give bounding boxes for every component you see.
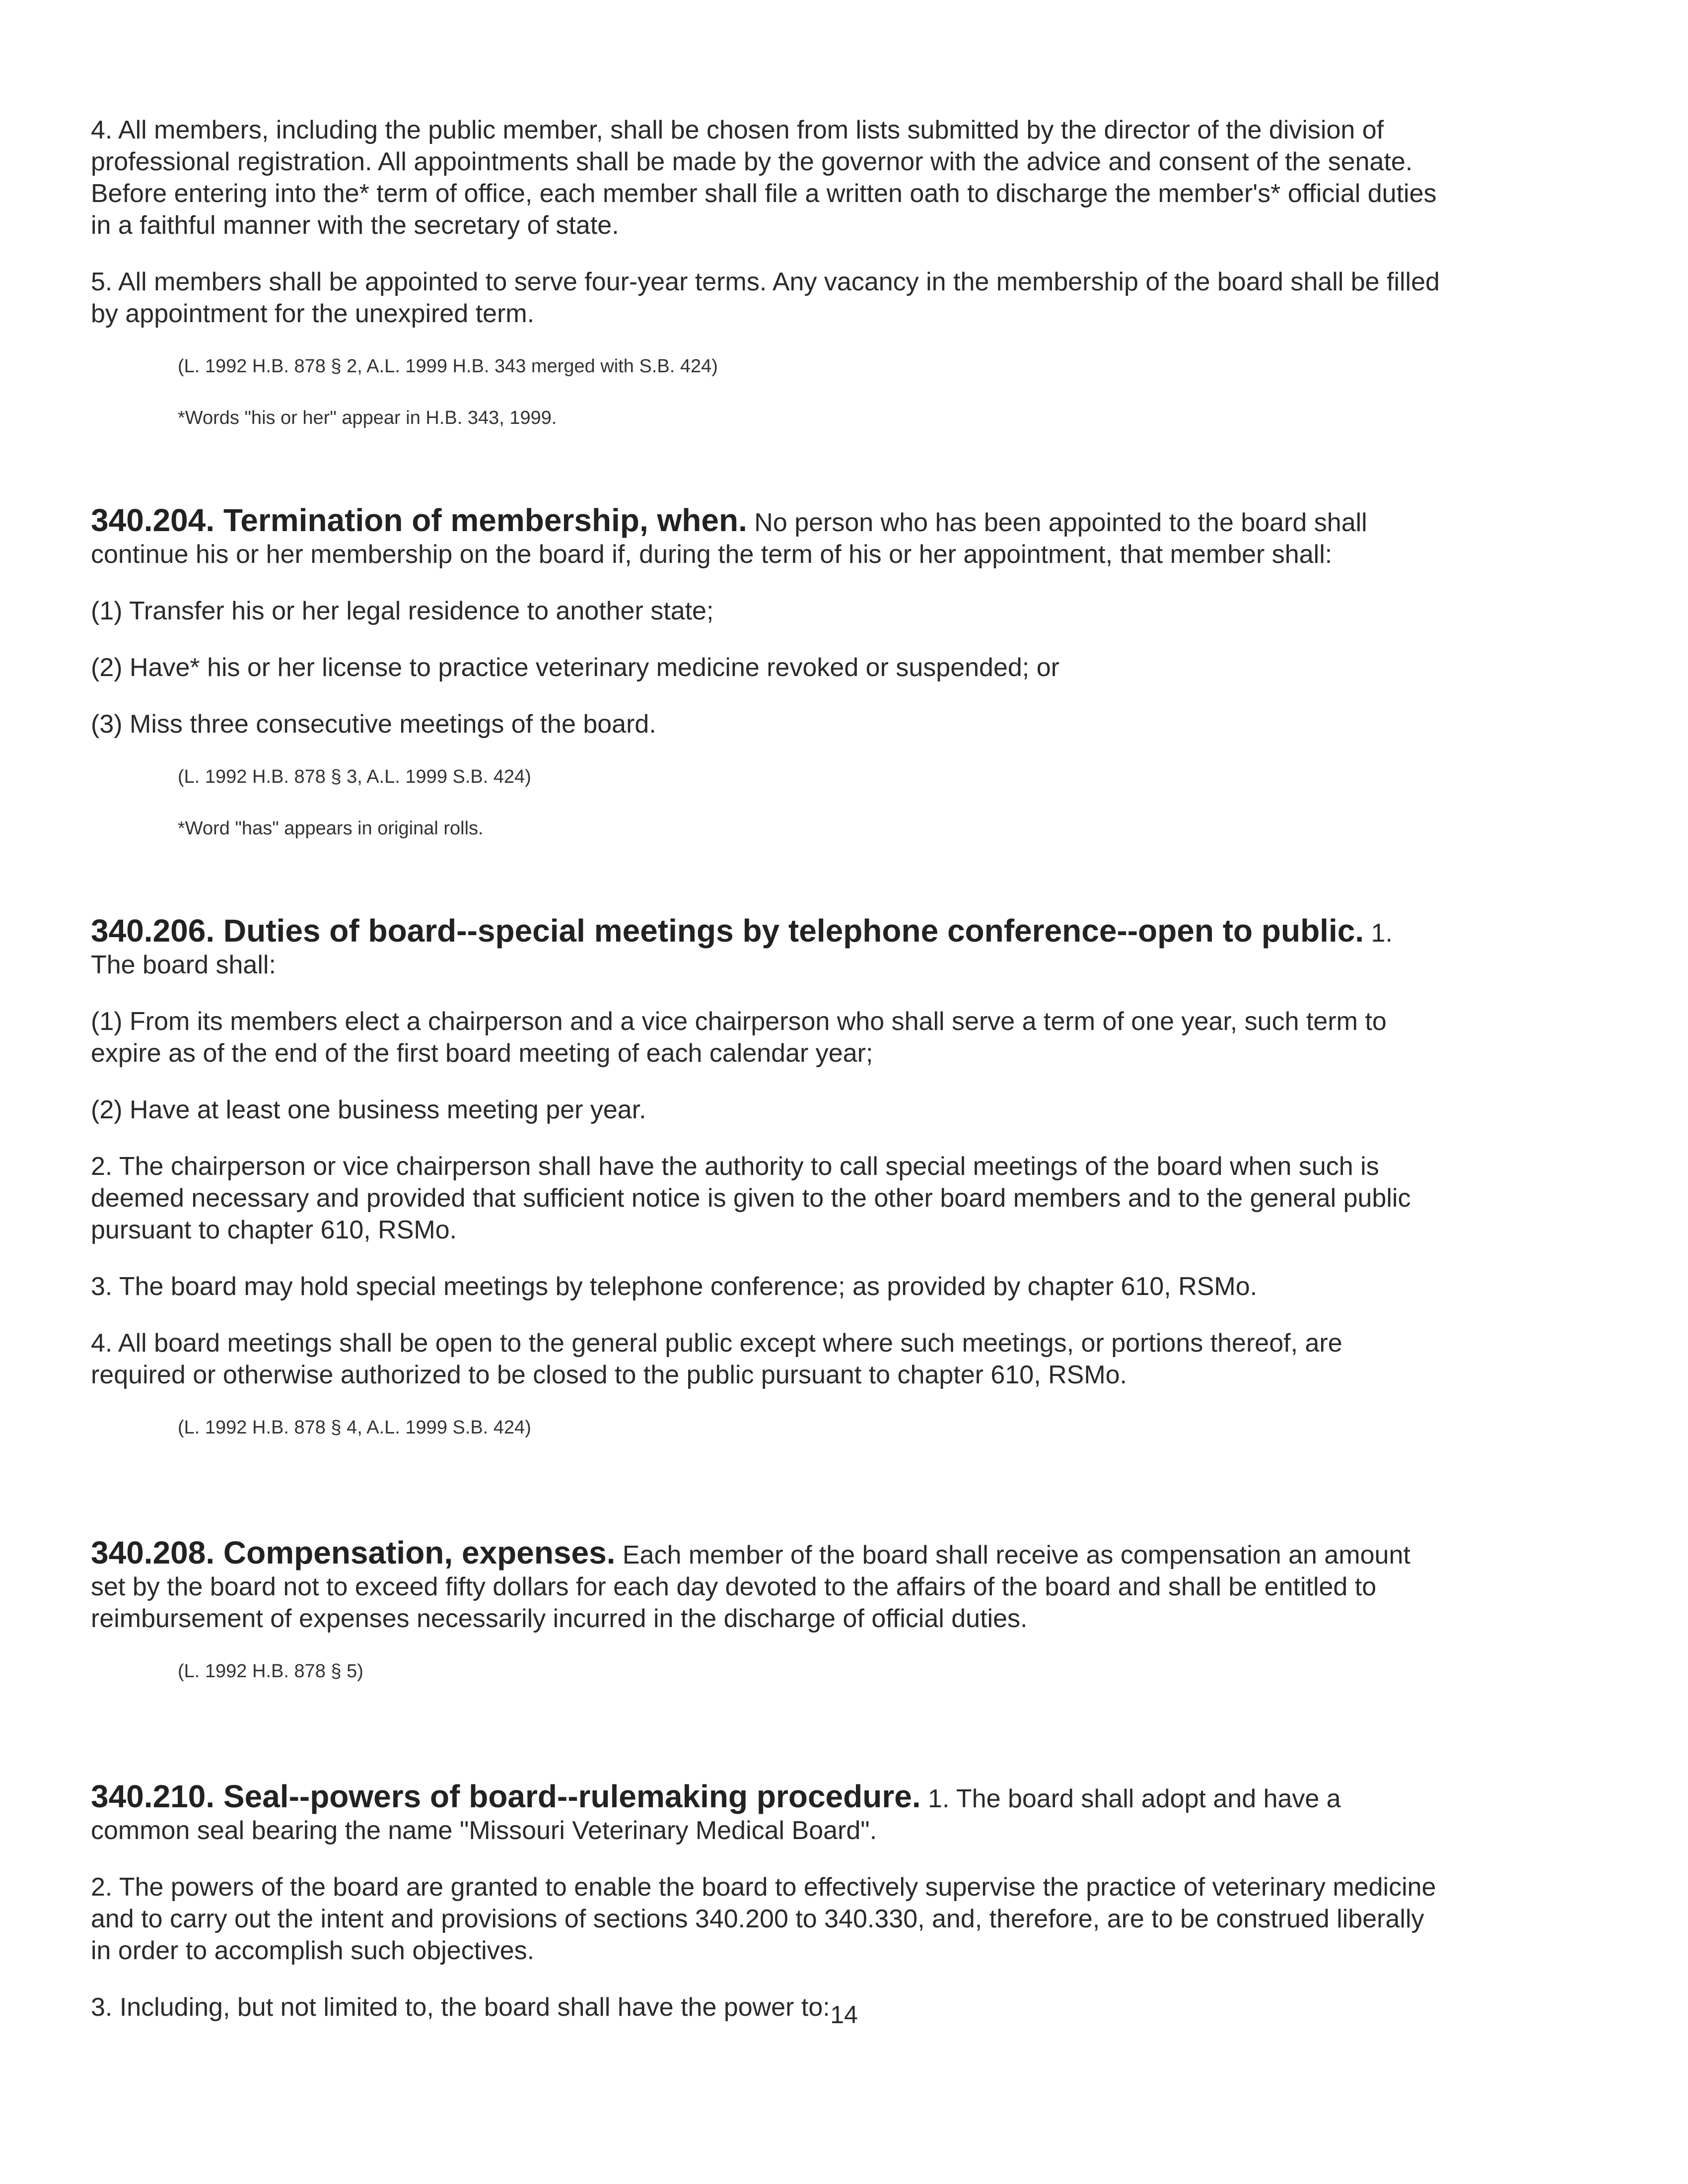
body-paragraph: (1) From its members elect a chairperson and a vice chairperson who shall serve a term of one year, such term to expire as of the end of the first board meeting of each calendar year; [91, 1007, 1387, 1068]
body-paragraph: 4. All board meetings shall be open to the general public except where such meetings, or portions thereof, are required or otherwise authorized to be closed to the public pursuant to chapter 610, RSMo. [91, 1329, 1342, 1389]
body-paragraph: (1) Transfer his or her legal residence to another state; [91, 597, 714, 625]
section-heading: 340.206. Duties of board--special meetings by telephone conference--open to public. [91, 913, 1364, 949]
section-paragraph [91, 1537, 1441, 1635]
history-note: (L. 1992 H.B. 878 § 5) [178, 1661, 363, 1682]
body-paragraph: 3. Including, but not limited to, the board shall have the power to: [91, 1993, 830, 2022]
section-spacer [91, 1467, 1441, 1537]
history-note: (L. 1992 H.B. 878 § 3, A.L. 1999 S.B. 424) [178, 766, 531, 787]
body-paragraph: 2. The chairperson or vice chairperson shall have the authority to call special meetings of the board when such is deemed necessary and provided that sufficient notice is given to the other board members and to the general public pursuant to chapter 610, RSMo. [91, 1152, 1411, 1244]
document-page [91, 114, 1441, 2048]
body-paragraph: (2) Have* his or her license to practice veterinary medicine revoked or suspended; or [91, 653, 1059, 682]
section-spacer [91, 430, 1441, 504]
page-number: 14 [830, 2001, 858, 2029]
section-spacer [91, 840, 1441, 915]
body-paragraph: 4. All members, including the public member, shall be chosen from lists submitted by the director of the division of professional registration. All appointments shall be made by the governor with the advice and consent of the senate. Before entering into the* term of office, each member shall file a written oath to discharge the member's* official duties in a faithful manner with the secretary of state. [91, 116, 1437, 240]
section-text: Each member of the board shall receive as compensation an amount set by the board not to exceed fifty dollars for each day devoted to the affairs of the board and shall be entitled to reimbursement of expenses necessarily incurred in the discharge of official duties. [91, 1541, 1410, 1633]
section-text: 1. The board shall adopt and have a common seal bearing the name "Missouri Veterinary Medical Board". [91, 1784, 1341, 1845]
body-paragraph: (2) Have at least one business meeting per year. [91, 1095, 646, 1124]
section-paragraph [91, 915, 1441, 981]
section-heading: 340.210. Seal--powers of board--rulemaking procedure. [91, 1778, 921, 1814]
section-heading: 340.208. Compensation, expenses. [91, 1535, 616, 1570]
body-paragraph: (3) Miss three consecutive meetings of the board. [91, 710, 656, 739]
history-note: (L. 1992 H.B. 878 § 4, A.L. 1999 S.B. 424) [178, 1417, 531, 1438]
footnote: *Word "has" appears in original rolls. [178, 818, 484, 839]
footnote: *Words "his or her" appear in H.B. 343, 1999. [178, 408, 557, 428]
section-text: 1. The board shall: [91, 919, 1393, 979]
section-heading: 340.204. Termination of membership, when. [91, 502, 747, 538]
body-paragraph: 2. The powers of the board are granted to enable the board to effectively supervise the practice of veterinary medicine and to carry out the intent and provisions of sections 340.200 to 340.330, and, therefore, are to be construed liberally in order to accomplish such objectives. [91, 1873, 1436, 1965]
section-paragraph [91, 504, 1441, 570]
section-paragraph [91, 1780, 1441, 1846]
body-paragraph: 3. The board may hold special meetings by telephone conference; as provided by chapter 610, RSMo. [91, 1272, 1258, 1301]
history-note: (L. 1992 H.B. 878 § 2, A.L. 1999 H.B. 343 merged with S.B. 424) [178, 356, 718, 377]
body-paragraph: 5. All members shall be appointed to serve four-year terms. Any vacancy in the membership of the board shall be filled by appointment for the unexpired term. [91, 268, 1440, 328]
section-spacer [91, 1711, 1441, 1780]
section-text: No person who has been appointed to the board shall continue his or her membership on the board if, during the term of his or her appointment, that member shall: [91, 508, 1367, 569]
